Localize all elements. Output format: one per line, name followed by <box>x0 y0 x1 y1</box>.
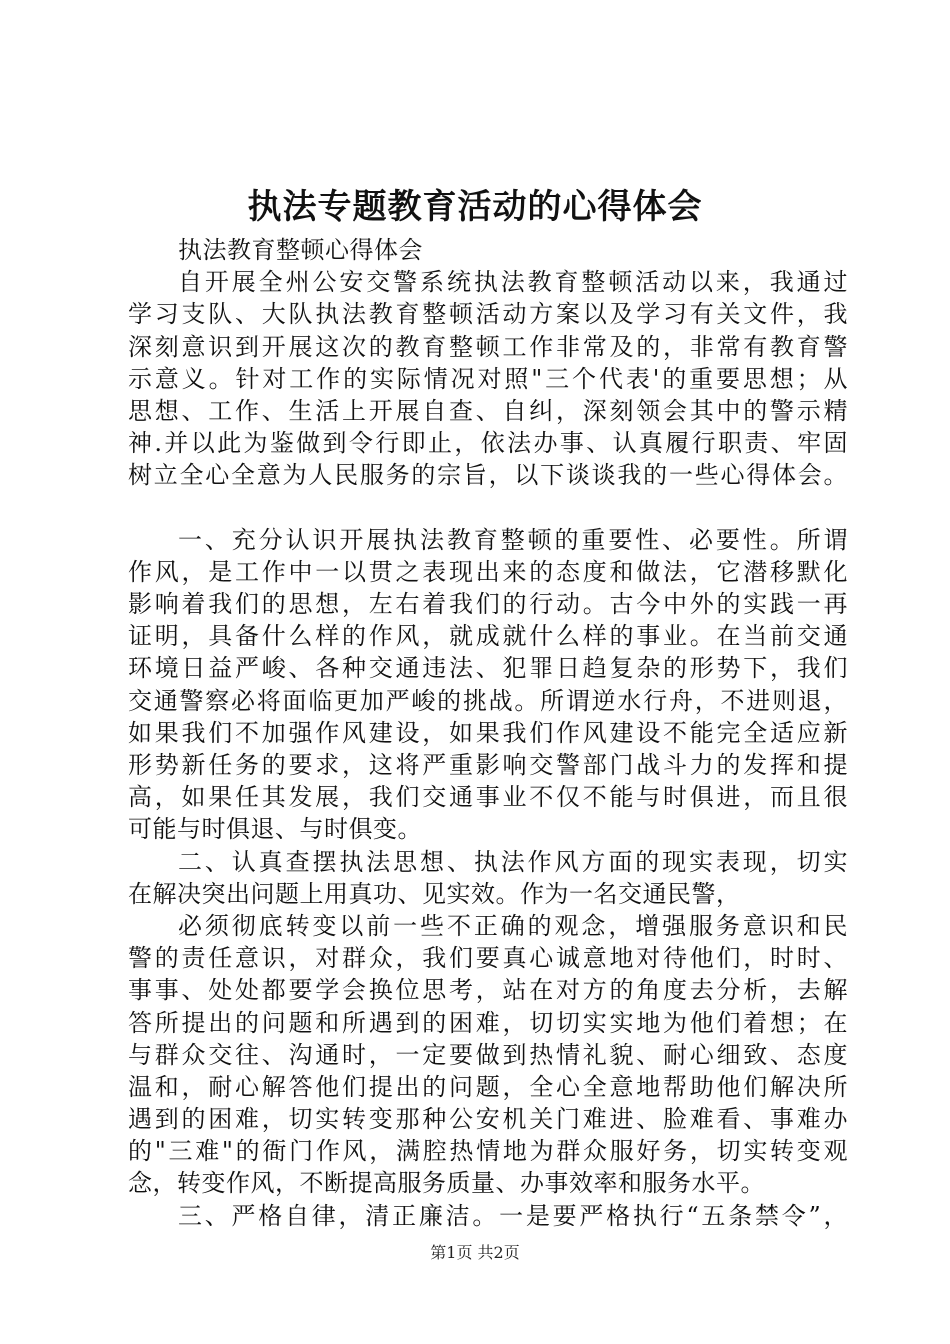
paragraph-line: 与群众交往、沟通时，一定要做到热情礼貌、耐心细致、态度 <box>128 1040 848 1069</box>
paragraph-line: 三、严格自律，清正廉洁。一是要严格执行“五条禁令”， <box>178 1201 848 1230</box>
paragraph-line: 在解决突出问题上用真功、见实效。作为一名交通民警， <box>128 879 741 908</box>
blank-line <box>128 492 848 524</box>
paragraph-line: 思想、工作、生活上开展自查、自纠，深刻领会其中的警示精 <box>128 396 848 425</box>
paragraph-line: 作风，是工作中一以贯之表现出来的态度和做法，它潜移默化 <box>128 557 848 586</box>
paragraph-line: 形势新任务的要求，这将严重影响交警部门战斗力的发挥和提 <box>128 751 848 779</box>
paragraph-line: 影响着我们的思想，左右着我们的行动。古今中外的实践一再 <box>128 590 848 619</box>
paragraph-line: 温和，耐心解答他们提出的问题，全心全意地帮助他们解决所 <box>128 1072 848 1101</box>
paragraph-line: 高，如果任其发展，我们交通事业不仅不能与时俱进，而且很 <box>128 783 848 812</box>
paragraph-line: 一、充分认识开展执法教育整顿的重要性、必要性。所谓 <box>178 525 848 554</box>
paragraph-line: 的"三难"的衙门作风，满腔热情地为群众服好务，切实转变观 <box>128 1137 848 1166</box>
page-number-footer: 第1页 共2页 <box>430 1243 520 1262</box>
paragraph-line: 警的责任意识，对群众，我们要真心诚意地对待他们，时时、 <box>128 944 848 973</box>
paragraph-line: 树立全心全意为人民服务的宗旨，以下谈谈我的一些心得体会。 <box>128 461 848 490</box>
paragraph-line: 神.并以此为鉴做到令行即止，依法办事、认真履行职责、牢固 <box>128 429 848 458</box>
paragraph-line: 自开展全州公安交警系统执法教育整顿活动以来，我通过 <box>178 268 848 297</box>
subtitle-line: 执法教育整顿心得体会 <box>178 236 423 264</box>
paragraph-line: 必须彻底转变以前一些不正确的观念，增强服务意识和民 <box>178 911 848 940</box>
paragraph-line: 学习支队、大队执法教育整顿活动方案以及学习有关文件，我 <box>128 300 848 329</box>
paragraph-line: 遇到的困难，切实转变那种公安机关门难进、脸难看、事难办 <box>128 1105 848 1134</box>
paragraph-line: 答所提出的问题和所遇到的困难，切切实实地为他们着想；在 <box>128 1008 848 1037</box>
document-title: 执法专题教育活动的心得体会 <box>247 187 703 227</box>
paragraph-line: 示意义。针对工作的实际情况对照"三个代表'的重要思想；从 <box>128 364 848 393</box>
paragraph-line: 事事、处处都要学会换位思考，站在对方的角度去分析，去解 <box>128 976 848 1005</box>
paragraph-line: 可能与时俱退、与时俱变。 <box>128 815 422 844</box>
document-body <box>128 234 848 1232</box>
paragraph-line: 念，转变作风，不断提高服务质量、办事效率和服务水平。 <box>128 1169 765 1198</box>
paragraph-line: 环境日益严峻、各种交通违法、犯罪日趋复杂的形势下，我们 <box>128 654 848 683</box>
paragraph-line: 交通警察必将面临更加严峻的挑战。所谓逆水行舟，不进则退， <box>128 686 848 715</box>
paragraph-line: 证明，具备什么样的作风，就成就什么样的事业。在当前交通 <box>128 622 848 651</box>
paragraph-line: 二、认真查摆执法思想、执法作风方面的现实表现，切实 <box>178 847 848 876</box>
paragraph-line: 如果我们不加强作风建设，如果我们作风建设不能完全适应新 <box>128 718 848 747</box>
paragraph-line: 深刻意识到开展这次的教育整顿工作非常及的，非常有教育警 <box>128 332 848 361</box>
